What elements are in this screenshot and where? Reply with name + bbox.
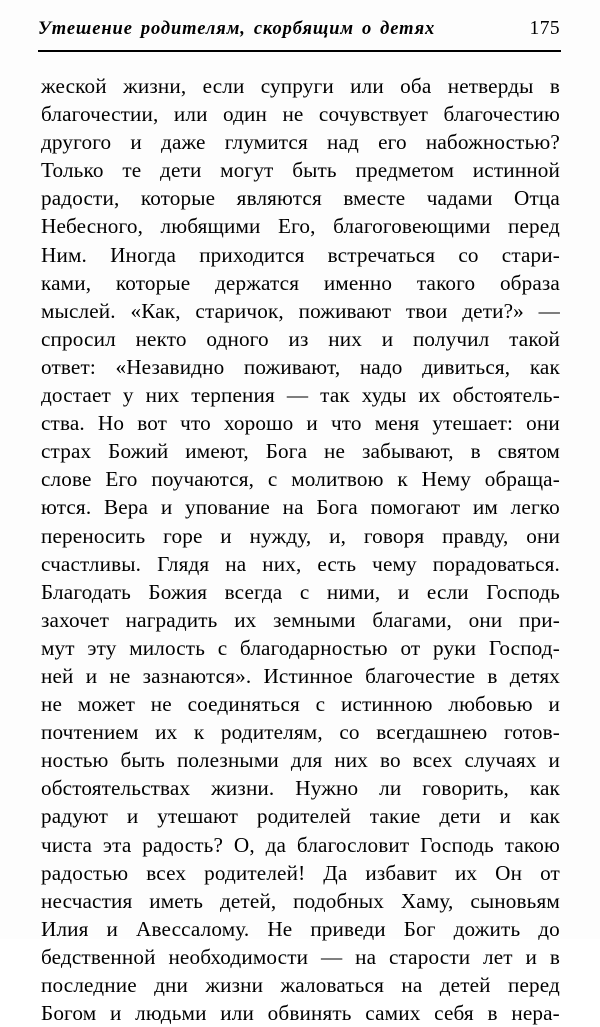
text-line: Илия и Авессалому. Не приведи Бог дожить до (41, 916, 560, 941)
text-line: радостью всех родителей! Да избавит их Он от (41, 860, 560, 885)
text-line: ностью быть полезными для них во всех случаях и (41, 748, 560, 773)
text-line: переносить горе и нужду, и, говоря правду, они (41, 523, 560, 548)
text-line: ства. Но вот что хорошо и что меня утешает: они (41, 411, 560, 436)
text-line: ответ: «Незавидно поживают, надо дивиться, как (41, 354, 560, 379)
text-line: Богом и людьми или обвинять самих себя в нера- (41, 1001, 560, 1026)
text-line: почтением их к родителям, со всегдашнею готов- (41, 720, 560, 745)
text-line: обстоятельствах жизни. Нужно ли говорить, как (41, 776, 560, 801)
text-line: бедственной необходимости — на старости лет и в (41, 944, 560, 969)
text-line: слове Его поучаются, с молитвою к Нему обраща- (41, 467, 560, 492)
text-line: спросил некто одного из них и получил такой (41, 326, 560, 351)
header-rule (38, 50, 561, 52)
body-text-column (41, 72, 560, 1027)
text-line: страх Божий имеют, Бога не забывают, в святом (41, 439, 560, 464)
text-line: радуют и утешают родителей такие дети и как (41, 804, 560, 829)
text-line: несчастия иметь детей, подобных Хаму, сыновьям (41, 888, 560, 913)
text-line: Небесного, любящими Его, благоговеющими перед (41, 214, 560, 239)
text-line: Ним. Иногда приходится встречаться со стари- (41, 242, 560, 267)
text-line: мыслей. «Как, старичок, поживают твои дети?» — (41, 298, 560, 323)
running-head-title: Утешение родителям, скорбящим о детях (38, 19, 436, 39)
text-line: захочет наградить их земными благами, они при- (41, 607, 560, 632)
text-line: Благодать Божия всегда с ними, и если Господь (41, 579, 560, 604)
text-line: ней и не зазнаются». Истинное благочестие в детях (41, 663, 560, 688)
text-line: не может не соединяться с истинною любовью и (41, 692, 560, 717)
running-head (38, 18, 560, 48)
text-line: ками, которые держатся именно такого образа (41, 270, 560, 295)
text-line: ются. Вера и упование на Бога помогают им легко (41, 495, 560, 520)
text-line: счастливы. Глядя на них, есть чему порадоваться. (41, 551, 560, 576)
text-line: мут эту милость с благодарностью от руки Господ- (41, 635, 560, 660)
text-line: последние дни жизни жаловаться на детей перед (41, 973, 560, 997)
text-line: жеской жизни, если супруги или оба нетверды в (41, 74, 560, 98)
text-line: радости, которые являются вместе чадами Отца (41, 186, 560, 211)
text-line: благочестии, или один не сочувствует благочестию (41, 102, 560, 127)
text-line: достает у них терпения — так худы их обстоятель- (41, 383, 560, 408)
text-line: чиста эта радость? О, да благословит Господь такою (41, 832, 560, 857)
page-number: 175 (529, 18, 560, 39)
text-line: Только те дети могут быть предметом истинной (41, 158, 560, 183)
text-line: другого и даже глумится над его набожностью? (41, 130, 560, 155)
